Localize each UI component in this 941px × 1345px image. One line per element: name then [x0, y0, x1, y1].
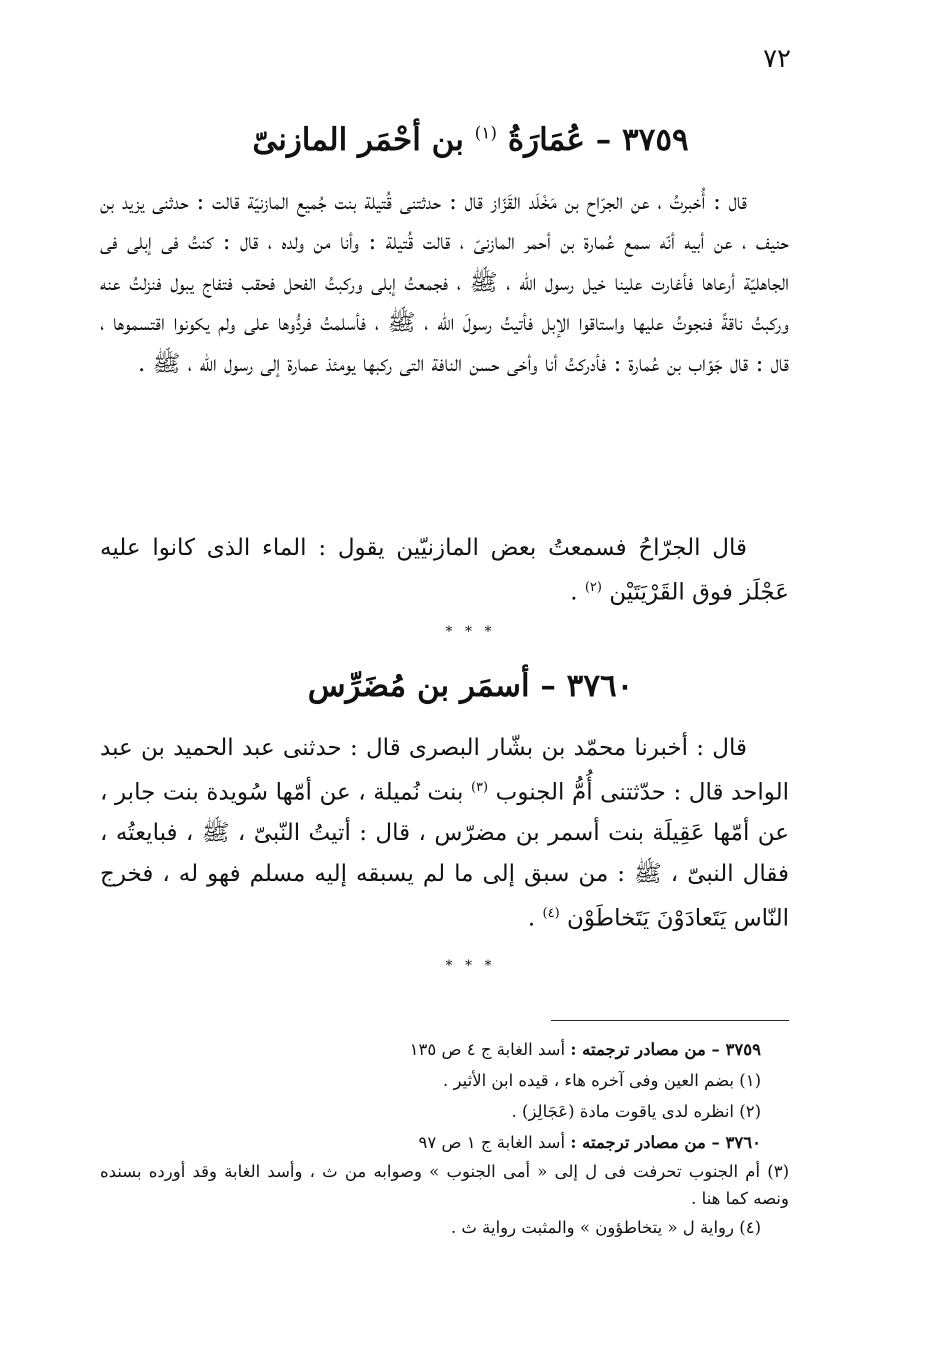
- entry-number: ٣٧٦٠: [566, 668, 634, 704]
- footnote-ref: (٤): [542, 906, 560, 922]
- entry-heading-3759: [100, 122, 841, 158]
- footnote-source-3759: [100, 1034, 761, 1065]
- footnote-ref: (٢): [584, 580, 602, 596]
- section-separator: * * *: [445, 624, 496, 640]
- entry-dash: –: [595, 122, 612, 158]
- footnote-source-text: أسد الغابة ج ٤ ص ١٣٥: [409, 1040, 566, 1059]
- paragraph-2-end: .: [570, 580, 578, 607]
- paragraph-3-text-b: بنت نُميلة ، عن أمّها سُويدة بنت جابر ، عن أمّها عَقِيلَة بنت أسمر بن مضرّس ، قال : أتيتُ النّبىّ ، ﷺ ، فبايعتُه ، فقال النبىّ ، ﷺ : من سبق إلى ما لم يسبقه إليه مسلم فهو له ، فخرج النّاس يَتَعادَوْنَ يَتَخاطَوْن: [100, 780, 789, 932]
- entry-number: ٣٧٥٩: [622, 122, 689, 158]
- footnote-ref: (١): [474, 123, 498, 144]
- paragraph-1: قال : أُخبرتُ ، عن الجرّاح بن مَخْلَد القَزّاز قال : حدثتنى قُتيلة بنت جُميع المازنيّة قالت : حدثنى يزيد بن حنيف ، عن أبيه أنّه سمع عُمارة بن أحمر المازنىّ ، قالت قُتيلة : وأنا من ولده ، قال : كنتُ فى إبلى فى الجاهليّة أرعاها فأغارت علينا خيل رسول الله ، ﷺ ، فجمعتُ إبلى وركبتُ الفحل فحقب فتفاج يبول فنزلتُ عنه وركبتُ ناقةً فنجوتُ عليها واستاقوا الإبل فأتيتُ رسولَ الله ، ﷺ ، فأسلمتُ فردُّوها على ولم يكونوا اقتسموها ، قال : قال جَوّاب بن عُمارة : فأدركتُ أنا وأخى حسن النافة التى ركبها يومئذ عمارة إلى رسول الله ، ﷺ .: [100, 189, 789, 377]
- footnote-1: (١) بضم العين وفى آخره هاء ، قيده ابن الأثير .: [443, 1071, 761, 1090]
- footnote-3: (٣) أم الجنوب تحرفت فى ل إلى « أمى الجنوب » وصوابه من ث ، وأسد الغابة وقد أورده بسنده ونصه كما هنا .: [100, 1162, 789, 1208]
- footnote-source-label: ٣٧٦٠ – من مصادر ترجمته :: [570, 1133, 761, 1152]
- footnotes: [100, 1034, 789, 1243]
- paragraph-3: [100, 728, 789, 939]
- page-number: ٧٢: [763, 44, 791, 74]
- footnote-2: (٢) انظره لدى ياقوت مادة (عَجَالِز) .: [511, 1102, 761, 1121]
- paragraph-3-text-a: قال : أخبرنا محمّد بن بشّار البصرى قال : حدثنى عبد الحميد بن عبد الواحد قال : حدّثتنى أُمُّ الجنوب: [100, 735, 790, 807]
- paragraph-3-end: .: [527, 905, 536, 932]
- footnote-source-label: ٣٧٥٩ – من مصادر ترجمته :: [570, 1040, 761, 1059]
- paragraph-2: [100, 528, 789, 613]
- footnote-divider: [551, 1020, 789, 1021]
- footnote-ref: (٣): [470, 780, 489, 796]
- entry-heading-3760: [100, 668, 841, 704]
- entry-dash: –: [540, 668, 556, 704]
- paragraph-2-text: قال الجرّاحُ فسمعتُ بعض المازنيّين يقول : الماء الذى كانوا عليه عَجْلَز فوق القَرْيَتَيْن: [100, 535, 789, 607]
- footnote-4: (٤) رواية ل « يتخاطؤون » والمثبت رواية ث .: [450, 1218, 761, 1237]
- footnote-source-text: أسد الغابة ج ١ ص ٩٧: [418, 1133, 566, 1152]
- section-separator: * * *: [445, 958, 496, 974]
- entry-name: عُمَارَةُ: [507, 122, 585, 158]
- entry-name-rest: بن أحْمَر المازنىّ: [252, 122, 464, 158]
- entry-name: أسمَر بن مُضَرِّس: [307, 668, 530, 704]
- footnote-source-3760: [100, 1127, 761, 1158]
